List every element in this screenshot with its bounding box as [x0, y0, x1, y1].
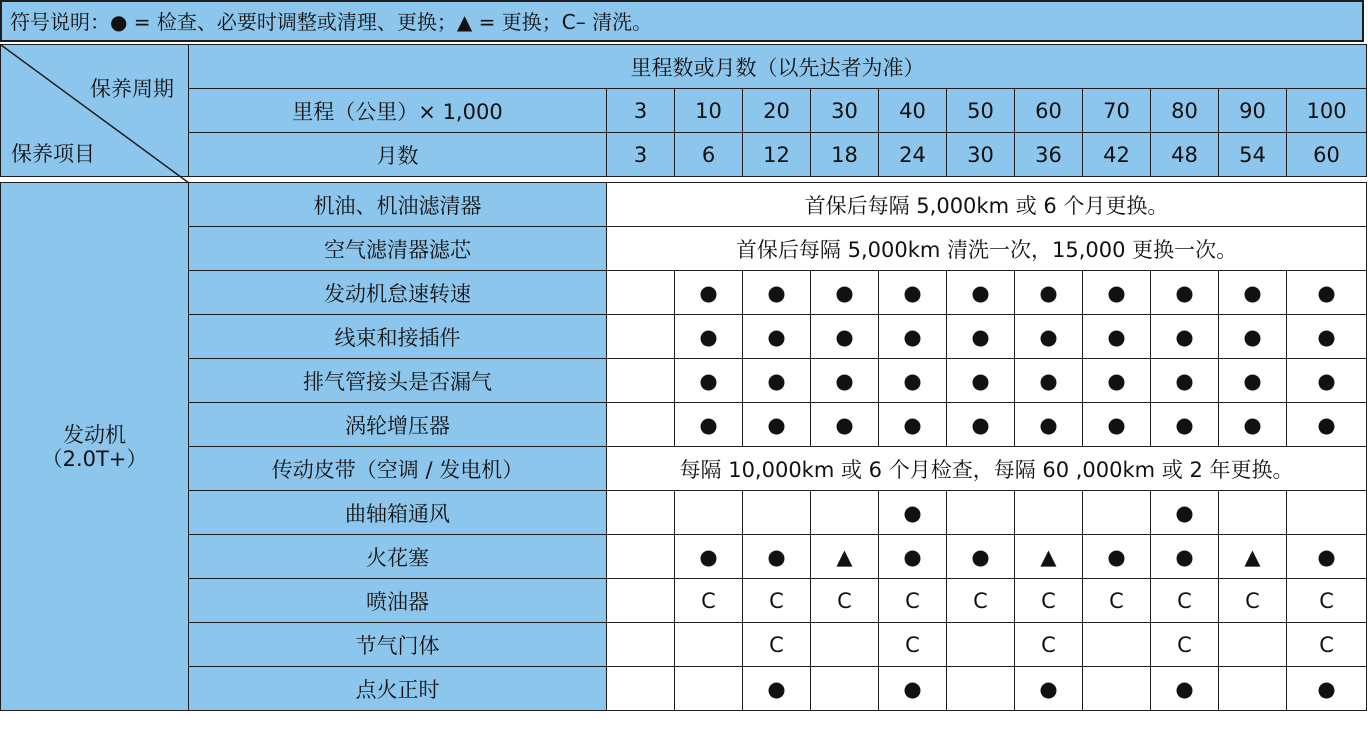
schedule-cell [947, 667, 1015, 711]
schedule-cell [607, 403, 675, 447]
mileage-value: 3 [607, 89, 675, 133]
schedule-cell: ● [1287, 271, 1367, 315]
schedule-cell: ● [675, 359, 743, 403]
schedule-cell: C [1151, 623, 1219, 667]
schedule-cell: ▲ [811, 535, 879, 579]
table-row [1, 315, 1367, 359]
schedule-cell: ● [1083, 315, 1151, 359]
months-value: 54 [1219, 133, 1287, 177]
schedule-cell: ● [1083, 359, 1151, 403]
months-value: 48 [1151, 133, 1219, 177]
schedule-cell: ● [675, 315, 743, 359]
item-name: 线束和接插件 [189, 315, 607, 359]
schedule-cell: ● [879, 535, 947, 579]
schedule-cell [607, 579, 675, 623]
schedule-cell [947, 623, 1015, 667]
item-name: 排气管接头是否漏气 [189, 359, 607, 403]
table-row [1, 447, 1367, 491]
table-row [1, 359, 1367, 403]
item-note: 首保后每隔 5,000km 清洗一次，15,000 更换一次。 [607, 227, 1367, 271]
schedule-cell: C [1151, 579, 1219, 623]
schedule-cell: C [743, 579, 811, 623]
item-name: 传动皮带（空调 / 发电机） [189, 447, 607, 491]
mileage-value: 30 [811, 89, 879, 133]
mileage-value: 50 [947, 89, 1015, 133]
schedule-cell: ● [811, 315, 879, 359]
mileage-value: 20 [743, 89, 811, 133]
schedule-cell: ● [947, 359, 1015, 403]
item-name: 火花塞 [189, 535, 607, 579]
corner-header [1, 45, 189, 177]
schedule-cell: ● [743, 315, 811, 359]
corner-cell [1, 45, 188, 176]
months-label: 月数 [189, 133, 607, 177]
schedule-cell: ● [743, 359, 811, 403]
schedule-cell: ● [811, 403, 879, 447]
schedule-cell: ● [947, 271, 1015, 315]
schedule-cell: C [675, 579, 743, 623]
schedule-cell [1083, 491, 1151, 535]
schedule-cell: ● [947, 535, 1015, 579]
schedule-cell [1015, 491, 1083, 535]
schedule-cell: ● [675, 403, 743, 447]
schedule-cell: ● [1151, 315, 1219, 359]
table-row [1, 183, 1367, 227]
mileage-value: 90 [1219, 89, 1287, 133]
corner-label-period: 保养周期 [90, 77, 174, 101]
schedule-cell: C [879, 579, 947, 623]
item-note: 每隔 10,000km 或 6 个月检查，每隔 60 ,000km 或 2 年更换。 [607, 447, 1367, 491]
schedule-cell [811, 667, 879, 711]
schedule-cell: ● [743, 667, 811, 711]
item-note: 首保后每隔 5,000km 或 6 个月更换。 [607, 183, 1367, 227]
schedule-cell: ● [1015, 403, 1083, 447]
schedule-cell [947, 491, 1015, 535]
schedule-cell: ● [1083, 535, 1151, 579]
mileage-label: 里程（公里）× 1,000 [189, 89, 607, 133]
maintenance-table [0, 44, 1367, 711]
schedule-cell: ● [1151, 491, 1219, 535]
schedule-cell: ● [743, 403, 811, 447]
corner-label-items: 保养项目 [11, 142, 95, 166]
schedule-cell: ● [743, 535, 811, 579]
months-value: 24 [879, 133, 947, 177]
group-name: 发动机 [63, 422, 126, 447]
schedule-cell [1287, 491, 1367, 535]
schedule-cell: ● [1151, 535, 1219, 579]
table-row [1, 227, 1367, 271]
mileage-value: 60 [1015, 89, 1083, 133]
schedule-cell: ● [879, 491, 947, 535]
schedule-cell: ● [1015, 271, 1083, 315]
symbol-legend: 符号说明：● = 检查、必要时调整或清理、更换；▲ = 更换；C– 清洗。 [0, 0, 1364, 42]
schedule-cell: ● [1219, 271, 1287, 315]
table-row [1, 403, 1367, 447]
item-name: 发动机怠速转速 [189, 271, 607, 315]
schedule-cell: C [1083, 579, 1151, 623]
schedule-cell: ● [1015, 315, 1083, 359]
table-row [1, 623, 1367, 667]
schedule-cell: ● [1015, 359, 1083, 403]
mileage-value: 100 [1287, 89, 1367, 133]
item-name: 涡轮增压器 [189, 403, 607, 447]
schedule-cell: ● [743, 271, 811, 315]
months-value: 6 [675, 133, 743, 177]
months-value: 60 [1287, 133, 1367, 177]
item-name: 曲轴箱通风 [189, 491, 607, 535]
months-value: 36 [1015, 133, 1083, 177]
schedule-cell [607, 623, 675, 667]
schedule-cell [1219, 623, 1287, 667]
schedule-cell: ● [1287, 667, 1367, 711]
schedule-cell: ● [675, 535, 743, 579]
schedule-cell: C [879, 623, 947, 667]
months-value: 18 [811, 133, 879, 177]
schedule-cell [607, 535, 675, 579]
months-value: 12 [743, 133, 811, 177]
schedule-cell: ● [947, 315, 1015, 359]
schedule-cell: ● [1151, 271, 1219, 315]
schedule-cell: ● [1287, 359, 1367, 403]
table-row [1, 535, 1367, 579]
table-row [1, 579, 1367, 623]
schedule-cell: ● [1219, 359, 1287, 403]
header-span-title: 里程数或月数（以先达者为准） [189, 45, 1367, 89]
schedule-cell [607, 359, 675, 403]
schedule-cell: C [1015, 579, 1083, 623]
table-row [1, 491, 1367, 535]
schedule-cell: C [1219, 579, 1287, 623]
months-value: 42 [1083, 133, 1151, 177]
schedule-cell: ● [879, 271, 947, 315]
schedule-cell: ● [879, 315, 947, 359]
mileage-value: 40 [879, 89, 947, 133]
schedule-cell [675, 623, 743, 667]
group-variant: （2.0T+） [41, 446, 148, 471]
table-row [1, 667, 1367, 711]
months-value: 3 [607, 133, 675, 177]
schedule-cell: ● [1151, 667, 1219, 711]
item-name: 点火正时 [189, 667, 607, 711]
schedule-cell [1219, 667, 1287, 711]
schedule-cell [743, 491, 811, 535]
mileage-value: 10 [675, 89, 743, 133]
schedule-cell: ● [1151, 403, 1219, 447]
schedule-cell: ● [1015, 667, 1083, 711]
schedule-cell [1083, 623, 1151, 667]
schedule-cell: ● [1083, 403, 1151, 447]
schedule-cell: ● [879, 403, 947, 447]
schedule-cell: ● [879, 667, 947, 711]
schedule-cell: C [811, 579, 879, 623]
schedule-cell: ● [675, 271, 743, 315]
item-name: 节气门体 [189, 623, 607, 667]
schedule-cell: C [1287, 623, 1367, 667]
schedule-cell [811, 623, 879, 667]
schedule-cell: ▲ [1219, 535, 1287, 579]
schedule-cell: ● [1287, 315, 1367, 359]
schedule-cell [675, 667, 743, 711]
schedule-cell: ● [1287, 403, 1367, 447]
mileage-value: 70 [1083, 89, 1151, 133]
schedule-cell: ● [1287, 535, 1367, 579]
schedule-cell [1219, 491, 1287, 535]
schedule-cell: ● [947, 403, 1015, 447]
months-value: 30 [947, 133, 1015, 177]
schedule-cell: ● [1083, 271, 1151, 315]
schedule-cell [607, 271, 675, 315]
schedule-cell [607, 667, 675, 711]
schedule-cell: ● [811, 359, 879, 403]
schedule-cell: ● [811, 271, 879, 315]
schedule-cell [607, 315, 675, 359]
item-name: 空气滤清器滤芯 [189, 227, 607, 271]
schedule-cell: ● [1151, 359, 1219, 403]
schedule-cell: ● [1219, 315, 1287, 359]
item-name: 机油、机油滤清器 [189, 183, 607, 227]
schedule-cell [811, 491, 879, 535]
schedule-cell: C [743, 623, 811, 667]
schedule-cell: C [1287, 579, 1367, 623]
group-cell [1, 183, 189, 711]
schedule-cell: ▲ [1015, 535, 1083, 579]
mileage-value: 80 [1151, 89, 1219, 133]
schedule-cell: C [947, 579, 1015, 623]
schedule-cell: ● [879, 359, 947, 403]
schedule-cell [675, 491, 743, 535]
schedule-cell [607, 491, 675, 535]
schedule-cell: ● [1219, 403, 1287, 447]
item-name: 喷油器 [189, 579, 607, 623]
table-row [1, 271, 1367, 315]
schedule-cell: C [1015, 623, 1083, 667]
schedule-cell [1083, 667, 1151, 711]
